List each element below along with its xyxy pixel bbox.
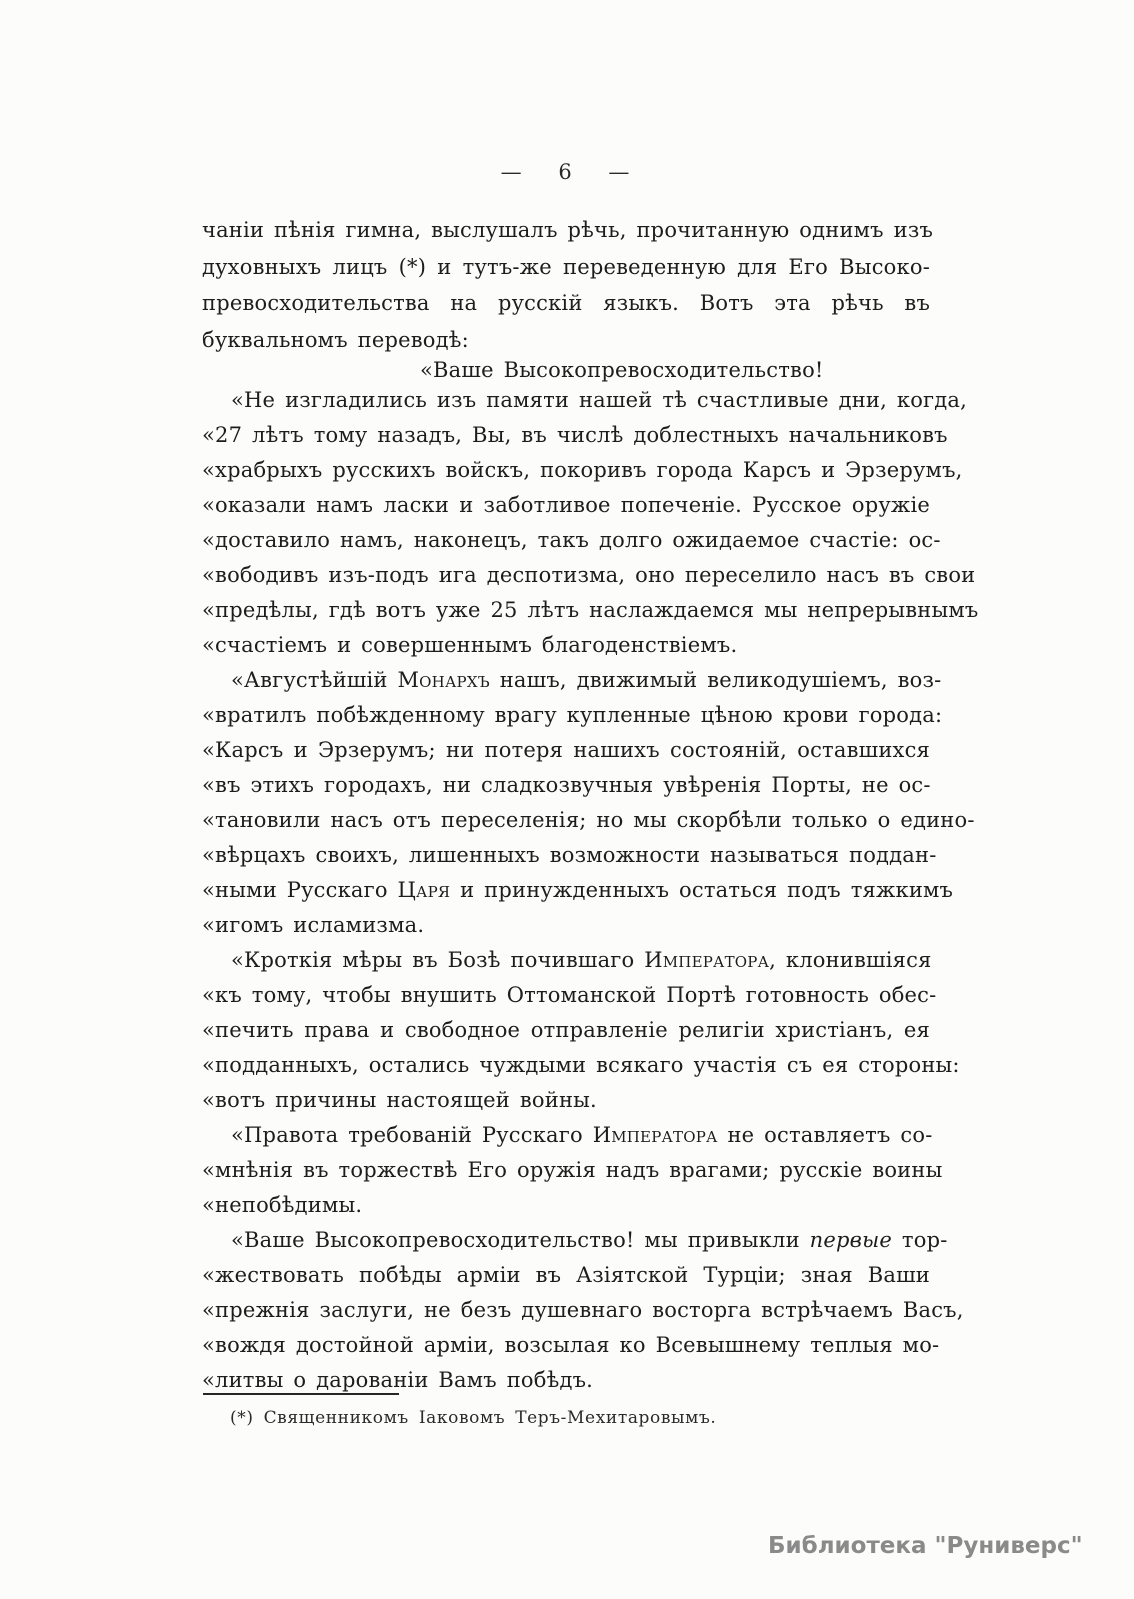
text-line	[202, 1118, 933, 1153]
library-watermark: Библиотека "Руниверс"	[768, 1533, 1083, 1559]
text-segment: «Правота требованій Русскаго	[231, 1123, 593, 1147]
text-line: превосходительства на русскій языкъ. Вотъ эта рѣчь въ	[202, 291, 930, 315]
text-line	[202, 1223, 948, 1258]
text-line: «Карсъ и Эрзерумъ; ни потеря нашихъ состояній, оставшихся	[202, 738, 930, 762]
text-line: «вождя достойной арміи, возсылая ко Всевышнему теплыя мо-	[202, 1333, 940, 1357]
small-caps-word: Царя	[397, 878, 451, 902]
text-line: «тановили насъ отъ переселенія; но мы скорбѣли только о едино-	[202, 808, 975, 832]
text-segment: и принужденныхъ остаться подъ тяжкимъ	[450, 878, 954, 902]
text-segment: не оставляетъ со-	[717, 1123, 933, 1147]
footnote-rule	[203, 1393, 399, 1395]
text-line: «Не изгладились изъ памяти нашей тѣ счастливые дни, когда,	[231, 388, 967, 412]
text-line: чаніи пѣнія гимна, выслушалъ рѣчь, прочитанную однимъ изъ	[202, 218, 934, 242]
text-line	[202, 873, 954, 908]
text-line	[202, 943, 930, 978]
text-line: «прежнія заслуги, не безъ душевнаго восторга встрѣчаемъ Васъ,	[202, 1298, 964, 1322]
text-line: «игомъ исламизма.	[202, 913, 425, 937]
text-line: «вѣрцахъ своихъ, лишенныхъ возможности называться поддан-	[202, 843, 937, 867]
text-segment: «Кроткія мѣры въ Бозѣ почившаго	[231, 948, 645, 972]
text-segment: тор-	[892, 1228, 948, 1252]
italic-word: первые	[809, 1228, 893, 1252]
text-line: «27 лѣтъ тому назадъ, Вы, въ числѣ доблестныхъ начальниковъ	[202, 423, 948, 447]
text-line: «къ тому, чтобы внушить Оттоманской Портѣ готовность обес-	[202, 983, 937, 1007]
text-line: «храбрыхъ русскихъ войскъ, покоривъ города Карсъ и Эрзерумъ,	[202, 458, 963, 482]
text-line: «вободивъ изъ-подъ ига деспотизма, оно переселило насъ въ свои	[202, 563, 976, 587]
text-line: «въ этихъ городахъ, ни сладкозвучныя увѣренія Порты, не ос-	[202, 773, 931, 797]
text-line: «жествовать побѣды арміи въ Азіятской Турціи; зная Ваши	[202, 1263, 930, 1287]
text-line: «вратилъ побѣжденному врагу купленные цѣною крови города:	[202, 703, 943, 727]
small-caps-word: Императора	[592, 1123, 718, 1147]
small-caps-word: Императора	[644, 948, 770, 972]
text-line: буквальномъ переводѣ:	[202, 327, 469, 352]
text-line: «вотъ причины настоящей войны.	[202, 1088, 597, 1112]
footnote-text: (*) Священникомъ Іаковомъ Теръ-Мехитаровымъ.	[230, 1408, 717, 1428]
text-line: «печить права и свободное отправленіе религіи христіанъ, ея	[202, 1018, 930, 1042]
text-segment: нашъ, движимый великодушіемъ, воз-	[489, 668, 942, 692]
text-line: «литвы о дарованіи Вамъ побѣдъ.	[202, 1368, 594, 1392]
text-segment: «ными Русскаго	[202, 878, 398, 902]
text-segment: «Августѣйшій	[231, 668, 398, 692]
text-segment: , клонившіяся	[769, 948, 932, 972]
small-caps-word: Монархъ	[397, 668, 490, 692]
text-line	[202, 663, 942, 698]
text-block	[202, 212, 979, 1398]
text-line: «счастіемъ и совершеннымъ благоденствіемъ.	[202, 633, 738, 657]
page-number: — 6 —	[500, 160, 630, 184]
text-line: «непобѣдимы.	[202, 1193, 363, 1217]
text-line: «подданныхъ, остались чуждыми всякаго участія съ ея стороны:	[202, 1053, 960, 1077]
text-line: духовныхъ лицъ (*) и тутъ-же переведенную для Его Высоко-	[202, 254, 930, 279]
salutation-line: «Ваше Высокопревосходительство!	[420, 358, 824, 382]
text-line: «мнѣнія въ торжествѣ Его оружія надъ врагами; русскіе воины	[202, 1158, 943, 1182]
text-line: «оказали намъ ласки и заботливое попеченіе. Русское оружіе	[202, 493, 930, 517]
text-segment: «Ваше Высокопревосходительство! мы привыкли	[231, 1228, 810, 1252]
text-line: «доставило намъ, наконецъ, такъ долго ожидаемое счастіе: ос-	[202, 528, 941, 552]
text-line: «предѣлы, гдѣ вотъ уже 25 лѣтъ наслаждаемся мы непрерывнымъ	[202, 598, 979, 622]
